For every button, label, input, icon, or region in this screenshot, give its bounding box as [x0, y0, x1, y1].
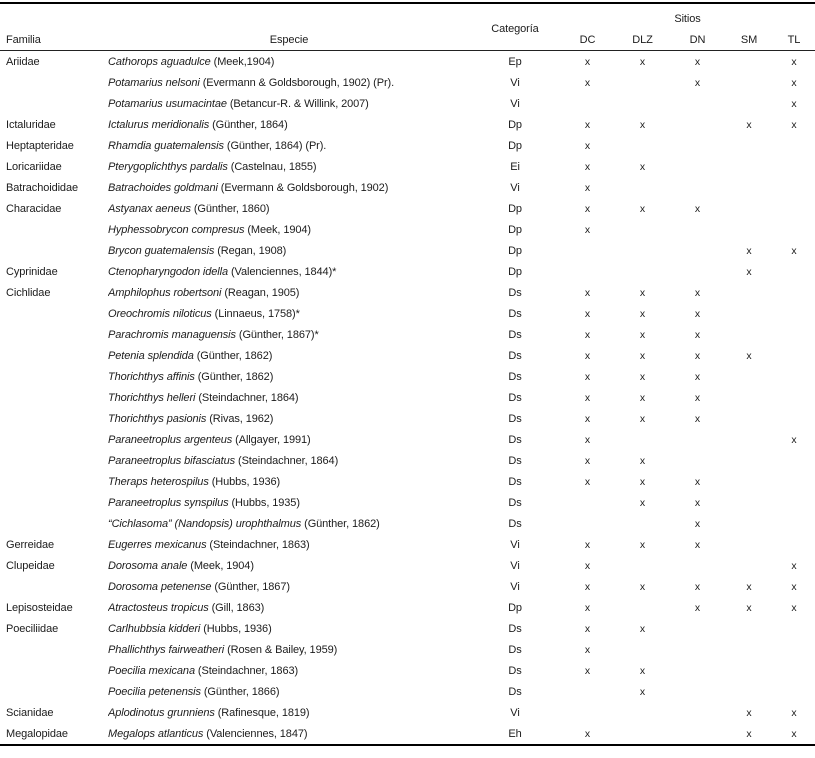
species-authority: (Valenciennes, 1844)* [228, 265, 337, 278]
species-authority: (Allgayer, 1991) [232, 433, 311, 446]
site-cell: x [584, 328, 591, 341]
species-authority: (Günther, 1866) [200, 685, 280, 698]
site-cell: x [791, 97, 797, 110]
site-cell: x [746, 727, 752, 740]
site-cell: x [584, 391, 591, 404]
species-authority: (Günther, 1862) [301, 517, 380, 530]
site-cell: x [639, 391, 646, 404]
site-cell: x [584, 118, 591, 131]
species-cell [108, 350, 470, 362]
table-row [0, 93, 815, 114]
site-cell: x [694, 328, 701, 341]
site-cell: x [584, 139, 591, 152]
site-cell: x [694, 475, 701, 488]
category-cell: Vi [510, 181, 520, 194]
species-authority: (Steindachner, 1863) [206, 538, 310, 551]
species-cell [108, 98, 470, 110]
species-name: Thorichthys affinis [108, 370, 195, 383]
species-cell [108, 413, 470, 425]
species-cell [108, 518, 470, 530]
site-cell: x [584, 349, 591, 362]
table-row [0, 597, 815, 618]
species-cell [108, 665, 470, 677]
species-name: Brycon guatemalensis [108, 244, 215, 257]
site-cell: x [791, 601, 797, 614]
species-authority: (Regan, 1908) [214, 244, 287, 257]
category-cell: Ds [508, 496, 522, 509]
species-authority: (Gill, 1863) [208, 601, 265, 614]
species-cell [108, 539, 470, 551]
species-authority: (Valenciennes, 1847) [203, 727, 308, 740]
site-cell: x [694, 391, 701, 404]
site-cell: x [584, 601, 591, 614]
familia-cell: Loricariidae [6, 160, 62, 173]
site-cell: x [639, 118, 646, 131]
species-cell [108, 434, 470, 446]
site-cell: x [584, 370, 591, 383]
header-site-dlz: DLZ [632, 34, 653, 46]
table-row [0, 429, 815, 450]
table-row [0, 282, 815, 303]
table-row [0, 618, 815, 639]
table-row [0, 450, 815, 471]
species-authority: (Günther, 1860) [190, 202, 270, 215]
species-authority: (Günther, 1864) [209, 118, 288, 131]
species-cell [108, 329, 470, 341]
site-cell: x [584, 76, 591, 89]
table-row [0, 51, 815, 72]
table-row [0, 303, 815, 324]
site-cell: x [694, 412, 701, 425]
site-cell: x [694, 76, 701, 89]
site-cell: x [694, 55, 701, 68]
category-cell: Ds [508, 685, 522, 698]
site-cell: x [584, 181, 591, 194]
site-cell: x [584, 559, 591, 572]
site-cell: x [791, 433, 797, 446]
site-cell: x [791, 55, 797, 68]
site-cell: x [584, 454, 591, 467]
site-cell: x [694, 286, 701, 299]
species-cell [108, 728, 470, 740]
species-name: Paraneetroplus synspilus [108, 496, 229, 509]
species-cell [108, 287, 470, 299]
species-authority: (Steindachner, 1863) [194, 664, 299, 677]
site-cell: x [584, 475, 591, 488]
site-cell: x [639, 412, 646, 425]
site-cell: x [791, 118, 797, 131]
category-cell: Ds [508, 391, 522, 404]
site-cell: x [639, 328, 646, 341]
species-authority: (Steindachner, 1864) [235, 454, 339, 467]
category-cell: Ds [508, 433, 522, 446]
table-row [0, 345, 815, 366]
category-cell: Dp [508, 223, 522, 236]
species-name: Ictalurus meridionalis [108, 118, 210, 131]
category-cell: Vi [510, 706, 520, 719]
site-cell: x [791, 706, 797, 719]
familia-cell: Ictaluridae [6, 118, 56, 131]
species-cell [108, 644, 470, 656]
site-cell: x [694, 601, 701, 614]
site-cell: x [746, 601, 752, 614]
site-cell: x [639, 370, 646, 383]
table-row [0, 261, 815, 282]
site-cell: x [584, 55, 591, 68]
familia-cell: Clupeidae [6, 559, 55, 572]
site-cell: x [639, 496, 646, 509]
category-cell: Vi [510, 559, 520, 572]
category-cell: Vi [510, 97, 520, 110]
species-name: Paraneetroplus argenteus [108, 433, 233, 446]
species-cell [108, 161, 470, 173]
species-authority: (Reagan, 1905) [221, 286, 300, 299]
species-authority: (Evermann & Goldsborough, 1902) (Pr). [199, 76, 395, 89]
site-cell: x [694, 370, 701, 383]
table-row [0, 702, 815, 723]
species-name: Atractosteus tropicus [108, 601, 209, 614]
category-cell: Ds [508, 664, 522, 677]
site-cell: x [746, 349, 752, 362]
species-authority: (Betancur-R. & Willink, 2007) [226, 97, 369, 110]
table-row [0, 492, 815, 513]
species-authority: (Steindachner, 1864) [195, 391, 299, 404]
table-row [0, 471, 815, 492]
table-row [0, 723, 815, 744]
site-cell: x [639, 160, 646, 173]
site-cell: x [584, 727, 591, 740]
table-row [0, 366, 815, 387]
category-cell: Vi [510, 538, 520, 551]
species-cell [108, 455, 470, 467]
familia-cell: Gerreidae [6, 538, 55, 551]
species-name: Poecilia petenensis [108, 685, 201, 698]
species-name: Phallichthys fairweatheri [108, 643, 225, 656]
site-cell: x [584, 622, 591, 635]
site-cell: x [694, 349, 701, 362]
table-row [0, 114, 815, 135]
table-row [0, 198, 815, 219]
species-cell [108, 119, 470, 131]
table-row [0, 324, 815, 345]
species-cell [108, 707, 470, 719]
species-name: Pterygoplichthys pardalis [108, 160, 228, 173]
species-name: Paraneetroplus bifasciatus [108, 454, 236, 467]
site-cell: x [746, 265, 752, 278]
species-cell [108, 56, 470, 68]
category-cell: Ep [508, 55, 522, 68]
table-row [0, 555, 815, 576]
site-cell: x [791, 559, 797, 572]
category-cell: Dp [508, 265, 522, 278]
familia-cell: Cichlidae [6, 286, 51, 299]
species-cell [108, 308, 470, 320]
species-authority: (Evermann & Goldsborough, 1902) [217, 181, 389, 194]
species-authority: (Castelnau, 1855) [227, 160, 317, 173]
category-cell: Ds [508, 349, 522, 362]
header-site-dc: DC [579, 34, 596, 46]
table-row [0, 240, 815, 261]
species-name: Eugerres mexicanus [108, 538, 207, 551]
species-cell [108, 560, 470, 572]
species-authority: (Linnaeus, 1758)* [211, 307, 300, 320]
familia-cell: Heptapteridae [6, 139, 74, 152]
category-cell: Eh [508, 727, 522, 740]
species-authority: (Meek, 1904) [244, 223, 311, 236]
table-header [0, 4, 815, 51]
species-name: “Cichlasoma” (Nandopsis) urophthalmus [108, 517, 302, 530]
category-cell: Dp [508, 118, 522, 131]
site-cell: x [746, 244, 752, 257]
site-cell: x [694, 307, 701, 320]
species-authority: (Rafinesque, 1819) [214, 706, 310, 719]
site-cell: x [694, 538, 701, 551]
species-name: Amphilophus robertsoni [108, 286, 222, 299]
site-cell: x [584, 160, 591, 173]
site-cell: x [791, 727, 797, 740]
category-cell: Ds [508, 643, 522, 656]
site-cell: x [584, 202, 591, 215]
species-authority: (Günther, 1867) [211, 580, 290, 593]
species-name: Rhamdia guatemalensis [108, 139, 224, 152]
site-cell: x [791, 244, 797, 257]
species-authority: (Rosen & Bailey, 1959) [224, 643, 338, 656]
site-cell: x [639, 475, 646, 488]
table-row [0, 513, 815, 534]
species-cell [108, 77, 470, 89]
site-cell: x [584, 307, 591, 320]
familia-cell: Megalopidae [6, 727, 68, 740]
species-name: Petenia splendida [108, 349, 194, 362]
header-familia: Familia [6, 34, 41, 46]
site-cell: x [639, 454, 646, 467]
site-cell: x [639, 202, 646, 215]
species-name: Parachromis managuensis [108, 328, 236, 341]
species-name: Oreochromis niloticus [108, 307, 212, 320]
species-cell [108, 371, 470, 383]
header-sitios: Sitios [674, 13, 701, 25]
category-cell: Ds [508, 622, 522, 635]
species-cell [108, 497, 470, 509]
species-cell [108, 182, 470, 194]
site-cell: x [584, 538, 591, 551]
table-row [0, 135, 815, 156]
site-cell: x [791, 76, 797, 89]
site-cell: x [694, 517, 701, 530]
site-cell: x [791, 580, 797, 593]
species-authority: (Günther, 1864) (Pr). [223, 139, 327, 152]
site-cell: x [584, 580, 591, 593]
species-authority: (Rivas, 1962) [206, 412, 274, 425]
header-site-tl: TL [787, 34, 801, 46]
site-cell: x [584, 433, 591, 446]
category-cell: Ds [508, 475, 522, 488]
table-row [0, 387, 815, 408]
table-row [0, 660, 815, 681]
species-name: Dorosoma petenense [108, 580, 212, 593]
table-row [0, 639, 815, 660]
site-cell: x [584, 664, 591, 677]
header-categoria: Categoría [491, 23, 539, 35]
species-cell [108, 392, 470, 404]
species-table [0, 2, 815, 746]
species-cell [108, 581, 470, 593]
site-cell: x [639, 538, 646, 551]
site-cell: x [584, 643, 591, 656]
familia-cell: Cyprinidae [6, 265, 58, 278]
species-authority: (Hubbs, 1936) [208, 475, 281, 488]
species-authority: (Meek, 1904) [187, 559, 254, 572]
species-name: Aplodinotus grunniens [108, 706, 215, 719]
category-cell: Ei [510, 160, 520, 173]
species-name: Dorosoma anale [108, 559, 188, 572]
site-cell: x [639, 286, 646, 299]
category-cell: Ds [508, 328, 522, 341]
species-cell [108, 203, 470, 215]
species-name: Poecilia mexicana [108, 664, 195, 677]
table-row [0, 156, 815, 177]
species-name: Cathorops aguadulce [108, 55, 211, 68]
species-cell [108, 686, 470, 698]
species-cell [108, 476, 470, 488]
site-cell: x [639, 307, 646, 320]
site-cell: x [584, 412, 591, 425]
category-cell: Vi [510, 76, 520, 89]
category-cell: Vi [510, 580, 520, 593]
familia-cell: Lepisosteidae [6, 601, 73, 614]
site-cell: x [639, 55, 646, 68]
species-name: Megalops atlanticus [108, 727, 204, 740]
category-cell: Ds [508, 517, 522, 530]
species-name: Hyphessobrycon compresus [108, 223, 245, 236]
species-authority: (Meek,1904) [210, 55, 275, 68]
species-name: Thorichthys pasionis [108, 412, 207, 425]
familia-cell: Poeciliidae [6, 622, 59, 635]
species-authority: (Hubbs, 1935) [228, 496, 300, 509]
species-name: Astyanax aeneus [108, 202, 191, 215]
site-cell: x [694, 580, 701, 593]
species-authority: (Günther, 1867)* [235, 328, 319, 341]
familia-cell: Batrachoididae [6, 181, 78, 194]
header-site-sm: SM [740, 34, 758, 46]
site-cell: x [694, 496, 701, 509]
category-cell: Dp [508, 139, 522, 152]
site-cell: x [639, 580, 646, 593]
species-name: Potamarius nelsoni [108, 76, 200, 89]
species-authority: (Günther, 1862) [193, 349, 273, 362]
site-cell: x [694, 202, 701, 215]
site-cell: x [639, 622, 646, 635]
category-cell: Ds [508, 370, 522, 383]
species-name: Theraps heterospilus [108, 475, 209, 488]
species-name: Thorichthys helleri [108, 391, 196, 404]
header-site-dn: DN [689, 34, 706, 46]
species-cell [108, 224, 470, 236]
site-cell: x [746, 580, 752, 593]
familia-cell: Characidae [6, 202, 62, 215]
species-name: Carlhubbsia kidderi [108, 622, 201, 635]
table-row [0, 72, 815, 93]
table-row [0, 408, 815, 429]
species-name: Ctenopharyngodon idella [108, 265, 229, 278]
species-name: Potamarius usumacintae [108, 97, 227, 110]
table-body [0, 51, 815, 744]
species-authority: (Hubbs, 1936) [200, 622, 272, 635]
species-cell [108, 266, 470, 278]
species-authority: (Günther, 1862) [194, 370, 274, 383]
category-cell: Dp [508, 601, 522, 614]
species-name: Batrachoides goldmani [108, 181, 218, 194]
site-cell: x [584, 286, 591, 299]
table-row [0, 219, 815, 240]
table-row [0, 177, 815, 198]
table-row [0, 681, 815, 702]
site-cell: x [584, 223, 591, 236]
table-row [0, 576, 815, 597]
species-cell [108, 623, 470, 635]
category-cell: Ds [508, 307, 522, 320]
site-cell: x [746, 118, 752, 131]
familia-cell: Ariidae [6, 55, 40, 68]
site-cell: x [746, 706, 752, 719]
site-cell: x [639, 664, 646, 677]
species-cell [108, 602, 470, 614]
header-especie: Especie [269, 34, 309, 46]
category-cell: Ds [508, 454, 522, 467]
category-cell: Dp [508, 244, 522, 257]
site-cell: x [639, 349, 646, 362]
species-cell [108, 245, 470, 257]
site-cell: x [639, 685, 646, 698]
category-cell: Ds [508, 412, 522, 425]
species-cell [108, 140, 470, 152]
category-cell: Ds [508, 286, 522, 299]
table-row [0, 534, 815, 555]
familia-cell: Scianidae [6, 706, 54, 719]
category-cell: Dp [508, 202, 522, 215]
